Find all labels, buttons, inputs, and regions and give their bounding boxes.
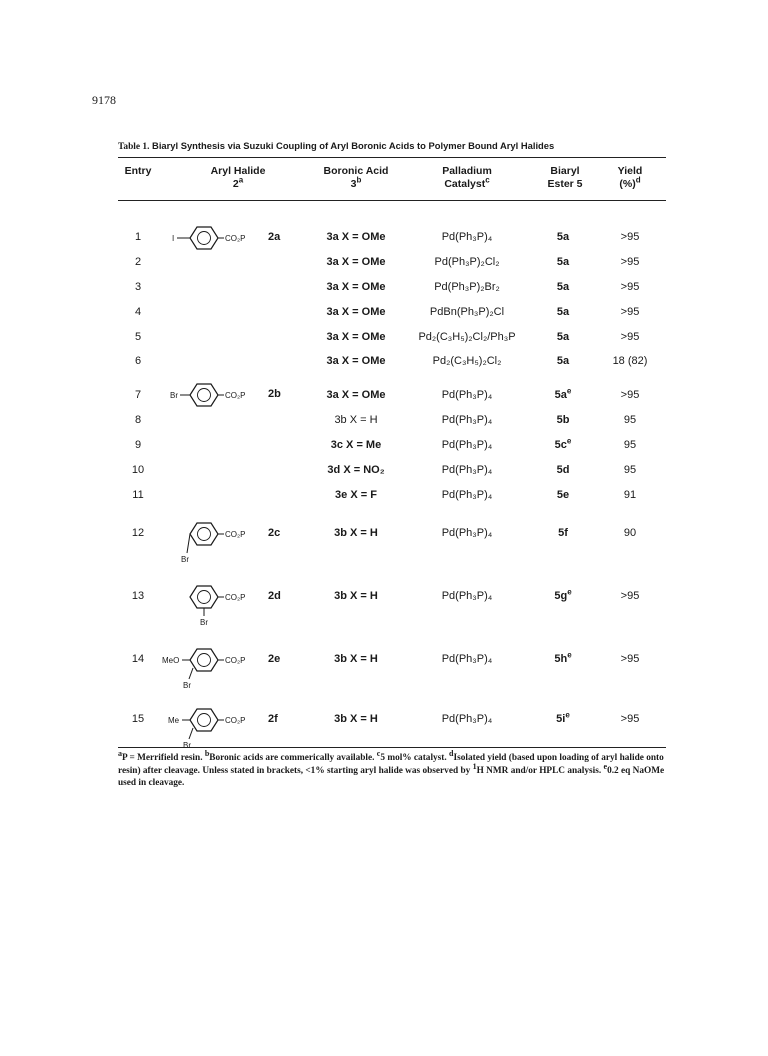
row-3-boronic-acid: 3a X = OMe xyxy=(326,281,386,293)
row-5-entry: 5 xyxy=(134,331,142,343)
row-4-boronic-acid: 3a X = OMe xyxy=(326,306,386,318)
row-14-boronic-acid: 3b X = H xyxy=(334,653,378,665)
svg-text:CO₂P: CO₂P xyxy=(225,234,246,243)
svg-text:I: I xyxy=(172,234,175,243)
row-9-yield: 95 xyxy=(623,439,637,451)
row-11-ester: 5e xyxy=(556,489,570,501)
halide-code-2f: 2f xyxy=(268,713,278,725)
svg-text:CO₂P: CO₂P xyxy=(225,530,246,539)
row-4-yield: >95 xyxy=(620,306,640,318)
row-15-ester: $5i^e$ xyxy=(556,710,570,725)
row-2-boronic-acid: 3a X = OMe xyxy=(326,256,386,268)
row-5-boronic-acid: 3a X = OMe xyxy=(326,331,386,343)
row-15-yield: >95 xyxy=(620,713,640,725)
row-3-yield: >95 xyxy=(620,281,640,293)
svg-text:CO₂P: CO₂P xyxy=(225,391,246,400)
row-3-entry: 3 xyxy=(134,281,142,293)
header-yield: Yield (%)$^d$ xyxy=(617,165,643,190)
row-11-yield: 91 xyxy=(623,489,637,501)
row-5-catalyst: Pd₂(C₃H₅)₂Cl₂/Ph₃P xyxy=(418,331,516,343)
row-3-catalyst: Pd(Ph₃P)₂Br₂ xyxy=(434,281,500,293)
table-caption-label: Table 1. xyxy=(118,142,150,152)
row-8-yield: 95 xyxy=(623,414,637,426)
row-6-yield: 18 (82) xyxy=(612,355,648,367)
row-9-boronic-acid: 3c X = Me xyxy=(330,439,382,451)
row-1-catalyst: Pd(Ph₃P)₄ xyxy=(441,231,493,243)
row-7-catalyst: Pd(Ph₃P)₄ xyxy=(441,389,493,401)
row-12-ester: 5f xyxy=(558,527,568,539)
row-7-ester: $5a^e$ xyxy=(554,386,572,401)
row-8-catalyst: Pd(Ph₃P)₄ xyxy=(441,414,493,426)
row-2-ester: 5a xyxy=(556,256,570,268)
row-13-yield: >95 xyxy=(620,590,640,602)
table-top-rule xyxy=(118,157,666,158)
halide-code-2d: 2d xyxy=(268,590,281,602)
row-5-ester: 5a xyxy=(556,331,570,343)
page-number: 9178 xyxy=(92,93,116,107)
row-14-catalyst: Pd(Ph₃P)₄ xyxy=(441,653,493,665)
row-1-ester: 5a xyxy=(556,231,570,243)
row-13-catalyst: Pd(Ph₃P)₄ xyxy=(441,590,493,602)
row-8-ester: 5b xyxy=(556,414,570,426)
row-15-entry: 15 xyxy=(131,713,145,725)
row-7-yield: >95 xyxy=(620,389,640,401)
row-13-boronic-acid: 3b X = H xyxy=(334,590,378,602)
halide-structure-2c xyxy=(160,520,280,564)
row-9-ester: $5c^e$ xyxy=(554,436,572,451)
header-aryl-halide: Aryl Halide 2$^a$ xyxy=(210,165,266,190)
row-2-catalyst: Pd(Ph₃P)₂Cl₂ xyxy=(434,256,500,268)
svg-text:CO₂P: CO₂P xyxy=(225,656,246,665)
halide-code-2b: 2b xyxy=(268,388,281,400)
row-8-entry: 8 xyxy=(134,414,142,426)
halide-code-2e: 2e xyxy=(268,653,281,665)
row-10-catalyst: Pd(Ph₃P)₄ xyxy=(441,464,493,476)
halide-code-2a: 2a xyxy=(268,231,281,243)
halide-structure-2a xyxy=(160,224,280,252)
halide-structure-2d xyxy=(160,583,280,627)
row-9-catalyst: Pd(Ph₃P)₄ xyxy=(441,439,493,451)
svg-text:Br: Br xyxy=(200,618,208,627)
svg-text:Me: Me xyxy=(168,716,180,725)
row-10-boronic-acid: 3d X = NO₂ xyxy=(327,464,385,476)
row-8-boronic-acid: 3b X = H xyxy=(334,414,378,426)
row-14-entry: 14 xyxy=(131,653,145,665)
row-4-ester: 5a xyxy=(556,306,570,318)
row-10-entry: 10 xyxy=(131,464,145,476)
row-6-boronic-acid: 3a X = OMe xyxy=(326,355,386,367)
row-5-yield: >95 xyxy=(620,331,640,343)
row-9-entry: 9 xyxy=(134,439,142,451)
svg-text:MeO: MeO xyxy=(162,656,180,665)
row-1-yield: >95 xyxy=(620,231,640,243)
svg-text:Br: Br xyxy=(181,555,189,564)
header-palladium-catalyst: Palladium Catalyst$^c$ xyxy=(442,165,492,190)
row-13-ester: $5g^e$ xyxy=(554,587,572,602)
table-caption-text: Biaryl Synthesis via Suzuki Coupling of Aryl Boronic Acids to Polymer Bound Aryl Halides xyxy=(152,140,555,151)
row-1-entry: 1 xyxy=(134,231,142,243)
row-2-entry: 2 xyxy=(134,256,142,268)
row-15-boronic-acid: 3b X = H xyxy=(334,713,378,725)
header-entry: Entry xyxy=(124,165,152,177)
table-caption xyxy=(118,140,678,152)
row-2-yield: >95 xyxy=(620,256,640,268)
row-15-catalyst: Pd(Ph₃P)₄ xyxy=(441,713,493,725)
row-14-yield: >95 xyxy=(620,653,640,665)
row-4-entry: 4 xyxy=(134,306,142,318)
row-11-entry: 11 xyxy=(132,489,144,501)
row-4-catalyst: PdBn(Ph₃P)₂Cl xyxy=(429,306,505,318)
halide-code-2c: 2c xyxy=(268,527,281,539)
svg-text:CO₂P: CO₂P xyxy=(225,593,246,602)
halide-structure-2b xyxy=(160,381,280,409)
row-6-ester: 5a xyxy=(556,355,570,367)
row-10-yield: 95 xyxy=(623,464,637,476)
row-1-boronic-acid: 3a X = OMe xyxy=(326,231,386,243)
header-biaryl-ester: Biaryl Ester 5 xyxy=(547,165,583,190)
row-7-entry: 7 xyxy=(134,389,142,401)
row-11-boronic-acid: 3e X = F xyxy=(335,489,377,501)
row-11-catalyst: Pd(Ph₃P)₄ xyxy=(441,489,493,501)
row-12-catalyst: Pd(Ph₃P)₄ xyxy=(441,527,493,539)
svg-text:CO₂P: CO₂P xyxy=(225,716,246,725)
row-14-ester: $5h^e$ xyxy=(554,650,572,665)
row-7-boronic-acid: 3a X = OMe xyxy=(326,389,386,401)
row-13-entry: 13 xyxy=(131,590,145,602)
header-boronic-acid: Boronic Acid 3$^b$ xyxy=(323,165,389,190)
svg-text:Br: Br xyxy=(183,741,191,750)
row-12-boronic-acid: 3b X = H xyxy=(334,527,378,539)
table-header-rule xyxy=(118,200,666,201)
row-10-ester: 5d xyxy=(556,464,570,476)
row-12-entry: 12 xyxy=(131,527,145,539)
row-6-entry: 6 xyxy=(134,355,142,367)
row-3-ester: 5a xyxy=(556,281,570,293)
row-12-yield: 90 xyxy=(623,527,637,539)
table-footnotes: $^a$P = Merrifield resin. $^b$Boronic acids are commerically available. $^c$5 mol% catalyst. $^d$Isolated yield (based upon loading of aryl halide onto resin) after cleavage. Unless stated in brackets, <1% starting aryl halide was observed by $^1$H NMR and/or HPLC analysis. $^e$0.2 eq NaOMe used in cleavage. xyxy=(118,748,665,788)
svg-text:Br: Br xyxy=(170,391,178,400)
row-6-catalyst: Pd₂(C₃H₅)₂Cl₂ xyxy=(432,355,502,367)
svg-text:Br: Br xyxy=(183,681,191,690)
